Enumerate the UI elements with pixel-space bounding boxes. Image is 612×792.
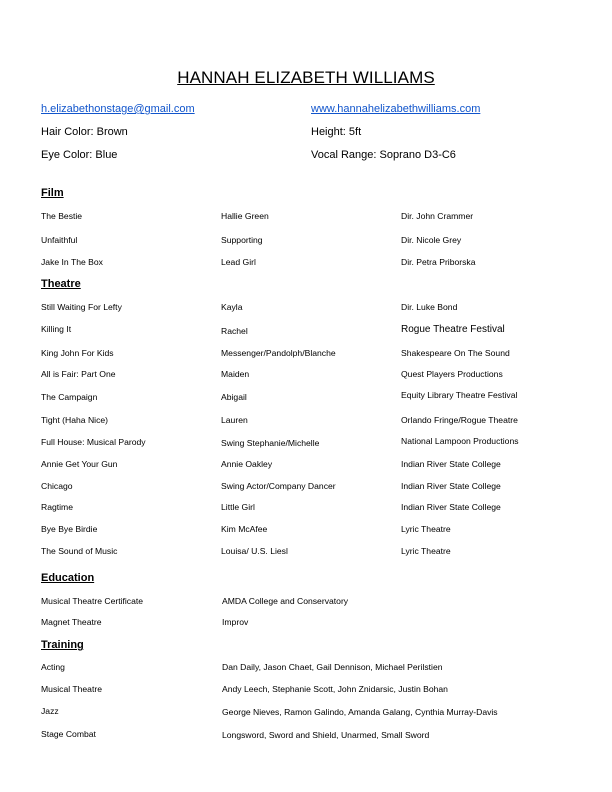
education-subject: Magnet Theatre bbox=[41, 617, 102, 627]
theatre-title: The Sound of Music bbox=[41, 546, 118, 556]
theatre-role: Maiden bbox=[221, 369, 250, 379]
training-detail: George Nieves, Ramon Galindo, Amanda Galang, Cynthia Murray-Davis bbox=[222, 707, 498, 717]
theatre-company: Indian River State College bbox=[401, 502, 501, 512]
theatre-role: Kim McAfee bbox=[221, 524, 268, 534]
film-title: The Bestie bbox=[41, 211, 83, 221]
theatre-title: Killing It bbox=[41, 324, 72, 334]
theatre-role: Kayla bbox=[221, 302, 243, 312]
theatre-title: Bye Bye Birdie bbox=[41, 524, 98, 534]
theatre-role: Rachel bbox=[221, 326, 248, 336]
theatre-role: Messenger/Pandolph/Blanche bbox=[221, 348, 336, 358]
theatre-company: Indian River State College bbox=[401, 459, 501, 469]
theatre-heading: Theatre bbox=[41, 278, 81, 290]
theatre-company: Shakespeare On The Sound bbox=[401, 348, 510, 358]
vocal-range: Vocal Range: Soprano D3-C6 bbox=[311, 149, 456, 161]
theatre-title: Annie Get Your Gun bbox=[41, 459, 118, 469]
theatre-title: Still Waiting For Lefty bbox=[41, 302, 122, 312]
education-heading: Education bbox=[41, 572, 95, 584]
film-heading: Film bbox=[41, 187, 64, 199]
training-detail: Longsword, Sword and Shield, Unarmed, Small Sword bbox=[222, 730, 430, 740]
theatre-title: Ragtime bbox=[41, 502, 73, 512]
theatre-company: Equity Library Theatre Festival bbox=[401, 390, 518, 400]
film-company: Dir. John Crammer bbox=[401, 211, 474, 221]
theatre-company: Rogue Theatre Festival bbox=[401, 324, 505, 335]
theatre-role: Louisa/ U.S. Liesl bbox=[221, 546, 288, 556]
film-company: Dir. Petra Priborska bbox=[401, 257, 476, 267]
theatre-company: Dir. Luke Bond bbox=[401, 302, 458, 312]
training-subject: Acting bbox=[41, 662, 65, 672]
theatre-company: Lyric Theatre bbox=[401, 524, 451, 534]
training-subject: Stage Combat bbox=[41, 729, 96, 739]
film-company: Dir. Nicole Grey bbox=[401, 235, 462, 245]
theatre-company: Quest Players Productions bbox=[401, 369, 503, 379]
theatre-company: National Lampoon Productions bbox=[401, 436, 519, 446]
education-detail: Improv bbox=[222, 617, 249, 627]
film-role: Hallie Green bbox=[221, 211, 269, 221]
training-subject: Musical Theatre bbox=[41, 684, 102, 694]
training-subject: Jazz bbox=[41, 706, 59, 716]
theatre-role: Annie Oakley bbox=[221, 459, 273, 469]
theatre-title: The Campaign bbox=[41, 392, 98, 402]
resume-name: HANNAH ELIZABETH WILLIAMS bbox=[177, 68, 435, 87]
theatre-role: Swing Actor/Company Dancer bbox=[221, 481, 336, 491]
training-detail: Dan Daily, Jason Chaet, Gail Dennison, Michael Perilstien bbox=[222, 662, 443, 672]
email-link[interactable]: h.elizabethonstage@gmail.com bbox=[41, 103, 195, 115]
theatre-title: All is Fair: Part One bbox=[41, 369, 116, 379]
theatre-company: Lyric Theatre bbox=[401, 546, 451, 556]
film-role: Supporting bbox=[221, 235, 263, 245]
height: Height: 5ft bbox=[311, 126, 362, 138]
film-title: Unfaithful bbox=[41, 235, 78, 245]
education-detail: AMDA College and Conservatory bbox=[222, 596, 349, 606]
education-subject: Musical Theatre Certificate bbox=[41, 596, 144, 606]
theatre-role: Lauren bbox=[221, 415, 248, 425]
theatre-role: Abigail bbox=[221, 392, 247, 402]
eye-color: Eye Color: Blue bbox=[41, 149, 118, 161]
theatre-company: Orlando Fringe/Rogue Theatre bbox=[401, 415, 518, 425]
theatre-role: Little Girl bbox=[221, 502, 255, 512]
theatre-title: Full House: Musical Parody bbox=[41, 437, 146, 447]
theatre-title: Tight (Haha Nice) bbox=[41, 415, 109, 425]
theatre-company: Indian River State College bbox=[401, 481, 501, 491]
theatre-title: King John For Kids bbox=[41, 348, 114, 358]
theatre-title: Chicago bbox=[41, 481, 73, 491]
film-role: Lead Girl bbox=[221, 257, 256, 267]
film-title: Jake In The Box bbox=[41, 257, 103, 267]
hair-color: Hair Color: Brown bbox=[41, 126, 128, 138]
website-link[interactable]: www.hannahelizabethwilliams.com bbox=[311, 103, 481, 115]
training-detail: Andy Leech, Stephanie Scott, John Znidarsic, Justin Bohan bbox=[222, 684, 448, 694]
theatre-role: Swing Stephanie/Michelle bbox=[221, 438, 320, 448]
training-heading: Training bbox=[41, 639, 84, 651]
